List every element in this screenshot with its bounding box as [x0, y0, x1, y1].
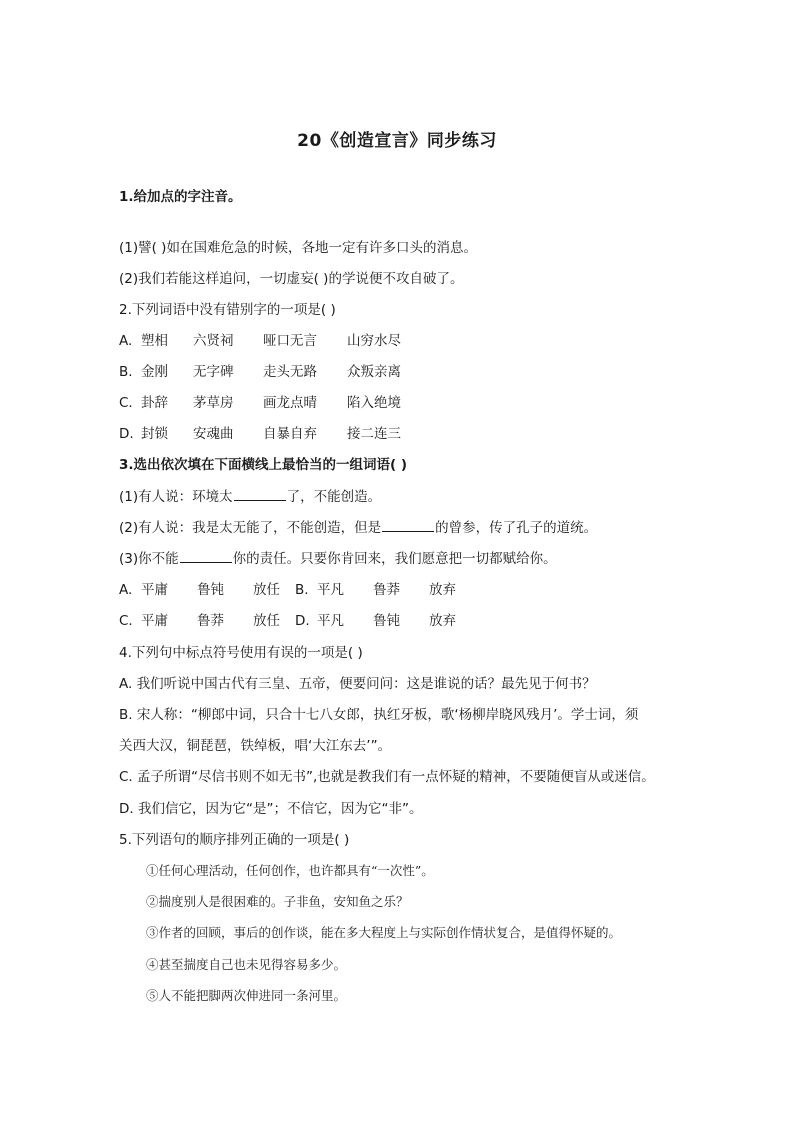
- option-word: 平凡: [317, 582, 344, 598]
- question-3-stem: 3.选出依次填在下面横线上最恰当的一组词语( ): [119, 457, 408, 473]
- sentence-text: (2)有人说：我是太无能了，不能创造，但是: [119, 520, 382, 536]
- question-1-item-2: (2)我们若能这样追问，一切虚妄( )的学说便不攻自破了。: [119, 271, 464, 287]
- option-word: 自暴自弃: [263, 426, 317, 442]
- question-3-options-row-1: [119, 581, 456, 599]
- option-label: A.: [119, 582, 133, 598]
- option-word: 放任: [253, 613, 280, 629]
- option-word: 塑相: [141, 333, 168, 349]
- question-2-stem: 2.下列词语中没有错别字的一项是( ): [119, 302, 336, 318]
- question-5-stem: 5.下列语句的顺序排列正确的一项是( ): [119, 832, 350, 848]
- question-4-option-b: B. 宋人称：“柳郎中词，只合十七八女郎，执红牙板，歌‘杨柳岸晓风残月’。学士词，须: [119, 707, 639, 723]
- option-word: 放弃: [429, 613, 456, 629]
- option-word: 哑口无言: [263, 333, 317, 349]
- option-word: 六贤祠: [193, 333, 234, 349]
- option-label: D.: [119, 426, 134, 442]
- page-title: 20《创造宣言》同步练习: [297, 131, 497, 151]
- question-5-sentence-1: ①任何心理活动，任何创作，也许都具有“一次性”。: [146, 863, 434, 878]
- question-2-option-b: [119, 363, 401, 381]
- option-word: 茅草房: [193, 395, 234, 411]
- option-word: 山穷水尽: [347, 333, 401, 349]
- option-word: 鲁莽: [373, 582, 400, 598]
- sentence-text: (1)有人说：环境太: [119, 489, 233, 505]
- sentence-text: 你的责任。只要你肯回来，我们愿意把一切都赋给你。: [232, 551, 557, 567]
- question-5-sentence-4: ④甚至揣度自己也未见得容易多少。: [146, 957, 347, 972]
- question-4-option-b-continued: 关西大汉，铜琵琶，铁绰板，唱‘大江东去’”。: [119, 738, 392, 754]
- question-4-option-a: A. 我们听说中国古代有三皇、五帝，便要问问：这是谁说的话？最先见于何书？: [119, 676, 596, 692]
- option-word: 画龙点晴: [263, 395, 317, 411]
- sentence-text: 的曾参，传了孔子的道统。: [435, 520, 598, 536]
- option-label: C.: [119, 395, 133, 411]
- question-3-options-row-2: [119, 612, 456, 630]
- option-word: 接二连三: [347, 426, 401, 442]
- option-label: D.: [295, 613, 310, 629]
- option-word: 放任: [253, 582, 280, 598]
- option-word: 鲁莽: [197, 613, 224, 629]
- question-2-option-c: [119, 394, 401, 412]
- question-5-sentence-3: ③作者的回顾，事后的创作谈，能在多大程度上与实际创作情状复合，是值得怀疑的。: [146, 925, 622, 940]
- option-label: C.: [119, 613, 133, 629]
- blank-line: [382, 519, 434, 532]
- question-2-option-a: [119, 332, 401, 350]
- option-word: 走头无路: [263, 364, 317, 380]
- option-label: A.: [119, 333, 133, 349]
- option-word: 卦辞: [141, 395, 168, 411]
- option-label: B.: [119, 364, 133, 380]
- blank-line: [180, 550, 232, 563]
- sentence-text: 了，不能创造。: [286, 489, 382, 505]
- question-3-item-3: [119, 550, 557, 568]
- option-word: 无字碑: [193, 364, 234, 380]
- question-1-stem: 1.给加点的字注音。: [119, 189, 242, 205]
- option-word: 平凡: [317, 613, 344, 629]
- option-word: 放弃: [429, 582, 456, 598]
- question-3-item-2: [119, 519, 597, 537]
- blank-line: [234, 488, 286, 501]
- option-word: 鲁钝: [373, 613, 400, 629]
- option-word: 平庸: [141, 582, 168, 598]
- sentence-text: (3)你不能: [119, 551, 179, 567]
- question-1-item-1: (1)譬( )如在国难危急的时候，各地一定有许多口头的消息。: [119, 240, 477, 256]
- question-4-option-d: D. 我们信它，因为它“是”；不信它，因为它“非”。: [119, 801, 423, 817]
- option-word: 金刚: [141, 364, 168, 380]
- option-word: 鲁钝: [197, 582, 224, 598]
- question-5-sentence-5: ⑤人不能把脚两次伸进同一条河里。: [146, 988, 347, 1003]
- option-label: B.: [295, 582, 309, 598]
- question-4-option-c: C. 孟子所谓“尽信书则不如无书”,也就是教我们有一点怀疑的精神，不要随便盲从或迷信。: [119, 769, 655, 785]
- option-word: 封锁: [141, 426, 168, 442]
- question-2-option-d: [119, 425, 401, 443]
- option-word: 平庸: [141, 613, 168, 629]
- option-word: 陷入绝境: [347, 395, 401, 411]
- question-4-stem: 4.下列句中标点符号使用有误的一项是( ): [119, 645, 363, 661]
- question-3-item-1: [119, 488, 381, 506]
- option-word: 安魂曲: [193, 426, 234, 442]
- option-word: 众叛亲离: [347, 364, 401, 380]
- question-5-sentence-2: ②揣度别人是很困难的。子非鱼，安知鱼之乐？: [146, 894, 409, 909]
